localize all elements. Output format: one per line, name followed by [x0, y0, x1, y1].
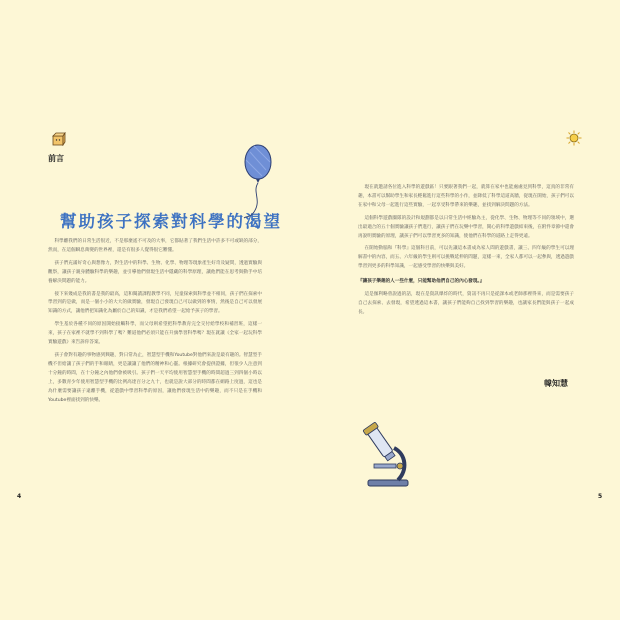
quote: 『讓孩子樂趣的人一些什麼，只能幫助他們自己的內心發現。』: [358, 279, 485, 285]
page-number: 5: [598, 493, 603, 500]
paragraph: 學生基於各種不同的原因開始接觸科學，而父母則希望把科學教育完全交付給學校和補習班，這樣一來，孩子在家裡不就學不到科學了嗎？難道他們必須只能在升旗學習科學嗎？現在就讓《全家一起玩科學實驗遊戲》來告訴你答案。: [48, 322, 262, 346]
paragraph: 接下來幾成是我的書是我的最高，這和閱讀課程教學不同，兒童探索與科學並不相同，孩子們在探索中學習到的是做，而是一個小小的大大的做實驗，發現自己發現自己可以做到的事情，然後是自己可以發展知識的方式，讓他們把知識化為屬於自己的知識，才是我們希望一起給予孩子的學習。: [48, 291, 262, 315]
sun-icon: [566, 130, 582, 146]
paragraph: 孩子們充滿好奇心與想像力，對生活中的科學、生物、化學、物理等現象產生好奇及疑問，透過實驗與觀察，讓孩子親身體驗科學的樂趣，並引導他們發現生活中隱藏的科學原理，讓他們能在思考與動手中培養解決問題的能力。: [48, 260, 262, 284]
box-icon: [52, 132, 66, 146]
paragraph: 在開始動腦和『科學』這個科目前，可以先讓這本書成為家人間的遊戲書，讓三、四年級的學生可以理解書中的內容，而五、六年級的學生則可以挑戰延伸的問題，這樣一來，全家人都可以一起參與，透過遊戲學習到更多的科學知識，一起感受學習的快樂與美好。: [358, 246, 574, 270]
paragraph: 這個科學遊戲團隊的設計和規劃都是以日常生活中經驗為主，從化學、生物、物理等不同的領域中，選出最適合的五十個實驗讓孩子們進行，讓孩子們在玩樂中學習，開心的科學遊戲結束後，在附件章節中還會再說明實驗的原理，讓孩子們可以學習更多的知識，使他們在科學的道路上走得更遠。: [358, 215, 574, 239]
paragraph: 科學離我們的日常生活很近，不是那麼遙不可及的大事，它都貼著了我們生活中許多不可或缺的部分，然而，在這個瞬息萬變的世界裡，還是有很多人覺得很它難懂。: [48, 239, 262, 253]
microscope-icon: [360, 420, 420, 490]
page-number: 4: [17, 493, 22, 500]
paragraph: 孩子會對有趣的事物感到興趣，對日常為止，智慧型手機和Youtube對他們來說是最有趣的。智慧型手機不但給讓了孩子們的手和眼睛，更是讓讓了他們的精神和心靈。根據研究會提供證據，但很少人注意到十分鐘的時間，在十分鐘之內他們會被吸引。孩子們一天平均使用智慧型手機的時間超過三到四個小時以上，多數青少年使用智慧型手機的比例高達百分之九十，也就是說大部分的時間都在網路上度過，這也是為什麼需要讓孩子遠離手機，從遊戲中學習科學的原因，讓他們發現生活中的樂趣，而不只是在手機和Youtube裡面找到的快樂。: [48, 352, 262, 403]
section-label: 前言: [48, 154, 64, 163]
balloon-icon: [232, 140, 276, 220]
left-body-text: [48, 238, 262, 409]
right-body-text: [358, 184, 574, 322]
paragraph: 現在就邀請各位進入科學的遊戲區！只要跟著我們一起，就算在家中也能處處見到科學，這真的非常有趣，本書可以幫助學生和家長輕鬆進行這些科學的小作，並降低了科學這道高牆，從現在開始，孩子們可以在家中和父母一起進行這些實驗，一起享受科學帶來的樂趣，並找到解決問題的方法。: [358, 185, 574, 208]
author-signature: 韓知慧: [544, 378, 568, 388]
paragraph: 這是伽利略曾說過的話，現在是資訊爆炸的時代，資訊不再只是從課本或老師那裡得來，而是需要孩子自己去探索、去發現，希望透過這本書，讓孩子們能夠自己找到學習的樂趣，也讓家長們能與孩子一起成長。: [358, 292, 574, 315]
page-heading: 幫助孩子探索對科學的渴望: [60, 212, 282, 231]
